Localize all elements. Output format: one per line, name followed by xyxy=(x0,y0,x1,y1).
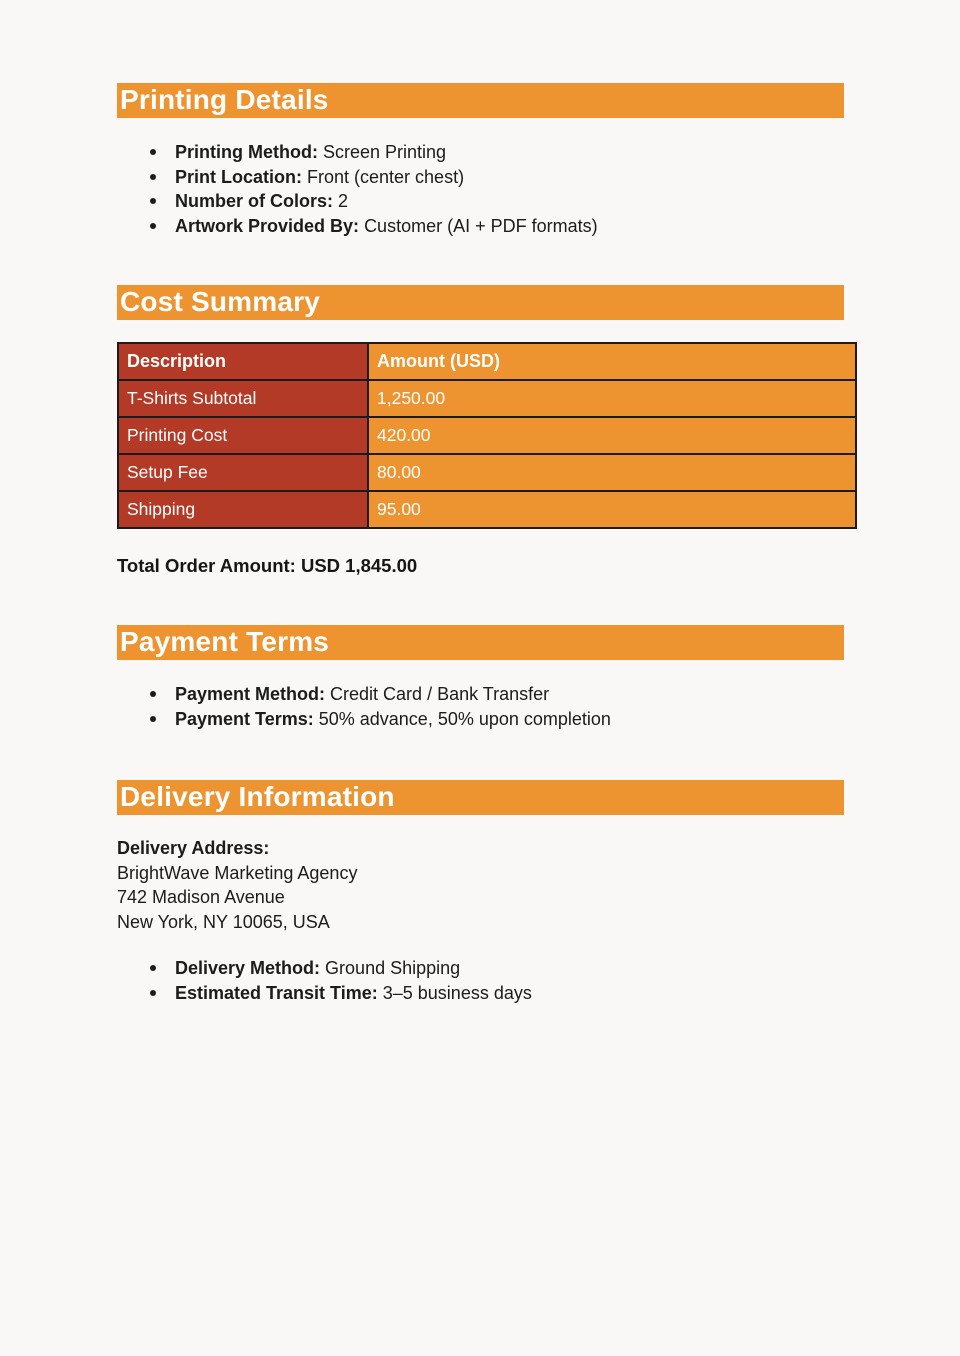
total-label: Total Order Amount: xyxy=(117,555,296,576)
table-header-description: Description xyxy=(118,343,368,380)
bullet-label: Payment Terms: xyxy=(175,708,314,729)
delivery-address-line: 742 Madison Avenue xyxy=(117,887,285,907)
payment-terms-list xyxy=(148,682,960,731)
table-cell-description: Shipping xyxy=(118,491,368,528)
table-cell-amount: 80.00 xyxy=(368,454,856,491)
total-order-amount xyxy=(117,555,960,577)
table-cell-description: Printing Cost xyxy=(118,417,368,454)
bullet-label: Number of Colors: xyxy=(175,191,334,211)
bullet-value: 3–5 business days xyxy=(382,982,532,1003)
table-row xyxy=(118,380,856,417)
section-header-delivery-information xyxy=(117,780,844,815)
section-header-payment-terms xyxy=(117,625,844,660)
section-header-cost-summary xyxy=(117,285,844,320)
bullet-label: Artwork Provided By: xyxy=(175,215,360,236)
bullet-label: Print Location: xyxy=(175,166,302,187)
section-title: Cost Summary xyxy=(120,286,321,317)
list-item xyxy=(148,189,960,214)
printing-details-list xyxy=(148,140,960,238)
delivery-address-line: New York, NY 10065, USA xyxy=(117,911,330,932)
list-item xyxy=(148,707,960,732)
bullet-value: Customer (AI + PDF formats) xyxy=(364,215,598,236)
bullet-label: Printing Method: xyxy=(175,142,318,162)
list-item xyxy=(148,140,960,165)
table-header-amount: Amount (USD) xyxy=(368,343,856,380)
section-title: Payment Terms xyxy=(120,626,330,657)
section-title: Printing Details xyxy=(120,84,329,115)
table-cell-description: Setup Fee xyxy=(118,454,368,491)
table-row xyxy=(118,417,856,454)
list-item xyxy=(148,956,960,981)
table-cell-amount: 1,250.00 xyxy=(368,380,856,417)
section-header-printing-details xyxy=(117,83,844,118)
bullet-label: Payment Method: xyxy=(175,684,326,704)
table-cell-amount: 420.00 xyxy=(368,417,856,454)
list-item xyxy=(148,165,960,190)
delivery-details-list xyxy=(148,956,960,1005)
delivery-address-line: BrightWave Marketing Agency xyxy=(117,862,358,883)
bullet-value: Credit Card / Bank Transfer xyxy=(330,684,550,704)
bullet-label: Estimated Transit Time: xyxy=(175,982,378,1003)
table-cell-amount: 95.00 xyxy=(368,491,856,528)
table-cell-description: T-Shirts Subtotal xyxy=(118,380,368,417)
bullet-value: 50% advance, 50% upon completion xyxy=(318,708,611,729)
list-item xyxy=(148,214,960,239)
table-row xyxy=(118,454,856,491)
bullet-value: 2 xyxy=(338,191,349,211)
bullet-value: Screen Printing xyxy=(323,142,447,162)
bullet-label: Delivery Method: xyxy=(175,958,321,978)
total-value: USD 1,845.00 xyxy=(300,555,418,576)
delivery-address-block xyxy=(117,836,960,934)
bullet-value: Front (center chest) xyxy=(307,166,465,187)
table-header-row xyxy=(118,343,856,380)
table-row xyxy=(118,491,856,528)
list-item xyxy=(148,981,960,1006)
list-item xyxy=(148,682,960,707)
delivery-address-label: Delivery Address: xyxy=(117,838,270,858)
bullet-value: Ground Shipping xyxy=(325,958,461,978)
section-title: Delivery Information xyxy=(120,781,395,812)
cost-summary-table xyxy=(117,342,857,529)
